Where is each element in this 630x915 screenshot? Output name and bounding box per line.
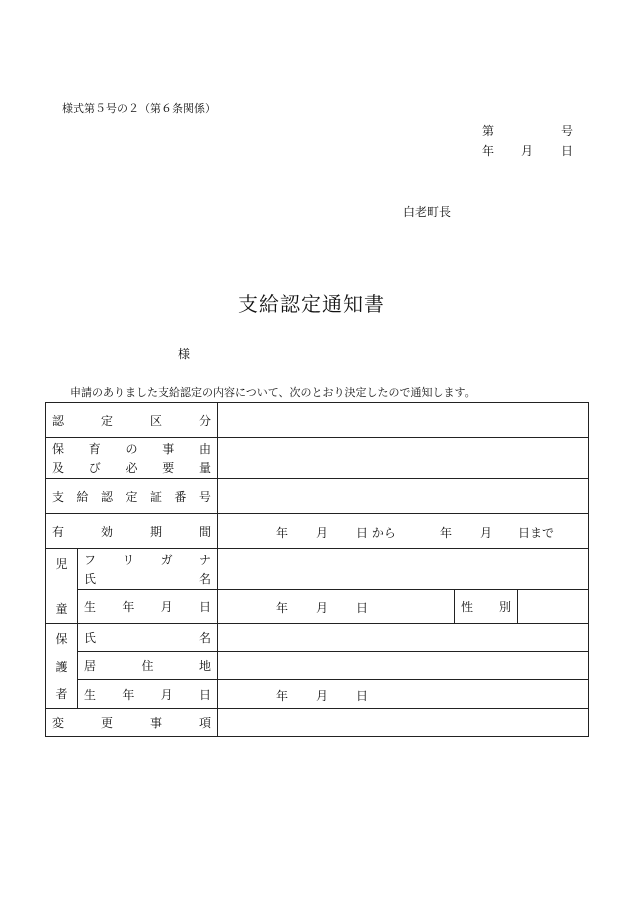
guardian-dob-label	[78, 680, 218, 709]
lbl-char: 児	[55, 557, 68, 571]
sex-label	[455, 590, 518, 624]
lbl-char: 定	[100, 413, 113, 428]
lbl-char: 名	[198, 631, 211, 645]
lbl-char: 効	[100, 524, 113, 539]
child-dob-value[interactable]	[218, 590, 455, 624]
date-day: 日	[356, 689, 369, 703]
lbl-char: 保	[52, 442, 65, 456]
lbl-char: 育	[88, 442, 101, 456]
lbl-char: 事	[149, 716, 162, 730]
date-from: 日 から	[356, 526, 396, 540]
date-year: 年	[276, 601, 289, 615]
lbl-char: 地	[198, 659, 211, 673]
changes-label	[46, 709, 218, 737]
lbl-char: リ	[122, 553, 135, 567]
lbl-char: 年	[122, 687, 135, 702]
child-dob-label	[78, 590, 218, 624]
row-guardian-dob	[46, 680, 589, 709]
doc-number-go: 号	[561, 124, 574, 138]
guardian-name-label	[78, 624, 218, 652]
row-guardian-address	[46, 652, 589, 680]
lbl-char: 生	[84, 687, 97, 702]
reason-value[interactable]	[218, 438, 589, 479]
page-title: 支給認定通知書	[238, 292, 385, 316]
child-name-label	[78, 549, 218, 590]
lbl-char: 給	[76, 489, 89, 504]
child-side-label	[46, 549, 78, 624]
lbl-char: 年	[122, 600, 135, 614]
lbl-char: 名	[198, 572, 211, 586]
lbl-char: 及	[52, 461, 65, 475]
lbl-char: 氏	[84, 631, 97, 645]
doc-date-day: 日	[561, 144, 574, 158]
intro-text: 申請のありました支給認定の内容について、次のとおり決定したので通知します。	[70, 386, 476, 399]
lbl-char: 必	[125, 461, 138, 475]
doc-number-dai: 第	[482, 124, 495, 138]
lbl-char: 性	[461, 600, 474, 614]
row-guardian-name	[46, 624, 589, 652]
lbl-char: ガ	[160, 553, 173, 567]
lbl-char: 証	[149, 489, 162, 504]
lbl-char: 支	[52, 489, 65, 504]
lbl-char: 由	[198, 442, 211, 456]
lbl-char: 童	[55, 602, 68, 616]
date-day: 日	[356, 601, 369, 615]
lbl-char: 別	[498, 600, 511, 614]
lbl-char: 変	[52, 716, 65, 730]
lbl-char: の	[125, 442, 138, 456]
lbl-char: 認	[100, 489, 113, 504]
lbl-char: 分	[198, 413, 211, 428]
lbl-char: 住	[141, 659, 154, 673]
lbl-char: フ	[84, 553, 97, 567]
row-child-name	[46, 549, 589, 590]
doc-date-year: 年	[482, 144, 495, 158]
row-reason	[46, 438, 589, 479]
row-cert-number	[46, 479, 589, 514]
lbl-char: 生	[84, 600, 97, 614]
guardian-address-label	[78, 652, 218, 680]
category-label	[46, 403, 218, 438]
lbl-char: 日	[198, 600, 211, 614]
cert-number-label	[46, 479, 218, 514]
row-category	[46, 403, 589, 438]
lbl-char: 区	[149, 413, 162, 428]
validity-value[interactable]	[218, 514, 589, 549]
date-month: 月	[316, 526, 329, 540]
date-month: 月	[316, 689, 329, 703]
issuer: 白老町長	[403, 205, 452, 219]
guardian-name-value[interactable]	[218, 624, 589, 652]
lbl-char: 月	[160, 600, 173, 614]
reason-label	[46, 438, 218, 479]
row-child-dob	[46, 590, 589, 624]
lbl-char: 定	[125, 489, 138, 504]
child-name-value[interactable]	[218, 549, 589, 590]
lbl-char: び	[88, 461, 101, 475]
date-year: 年	[440, 526, 453, 540]
row-changes	[46, 709, 589, 737]
cert-number-value[interactable]	[218, 479, 589, 514]
lbl-char: 要	[162, 461, 175, 475]
guardian-dob-value[interactable]	[218, 680, 589, 709]
lbl-char: 期	[149, 524, 162, 539]
lbl-char: 日	[198, 687, 211, 702]
certification-table	[45, 402, 589, 737]
guardian-address-value[interactable]	[218, 652, 589, 680]
sex-value[interactable]	[518, 590, 589, 624]
lbl-char: 項	[198, 716, 211, 730]
form-reference: 様式第５号の２（第６条関係）	[62, 102, 216, 115]
doc-date-month: 月	[521, 144, 534, 158]
date-until: 日まで	[518, 526, 555, 540]
row-validity	[46, 514, 589, 549]
lbl-char: 保	[55, 632, 68, 646]
changes-value[interactable]	[218, 709, 589, 737]
lbl-char: 居	[84, 659, 97, 673]
lbl-char: 号	[198, 489, 211, 504]
guardian-side-label	[46, 624, 78, 709]
lbl-char: 月	[160, 687, 173, 702]
date-month: 月	[316, 601, 329, 615]
lbl-char: 氏	[84, 572, 97, 586]
date-month: 月	[480, 526, 493, 540]
lbl-char: 認	[52, 413, 65, 428]
lbl-char: 事	[162, 442, 175, 456]
lbl-char: 更	[100, 716, 113, 730]
lbl-char: 量	[198, 461, 211, 475]
date-year: 年	[276, 689, 289, 703]
lbl-char: ナ	[198, 553, 211, 567]
addressee-suffix: 様	[178, 347, 191, 361]
lbl-char: 間	[198, 524, 211, 539]
lbl-char: 有	[52, 524, 65, 539]
validity-label	[46, 514, 218, 549]
lbl-char: 番	[174, 489, 187, 504]
lbl-char: 護	[55, 659, 68, 674]
date-year: 年	[276, 526, 289, 540]
lbl-char: 者	[55, 687, 68, 701]
category-value[interactable]	[218, 403, 589, 438]
